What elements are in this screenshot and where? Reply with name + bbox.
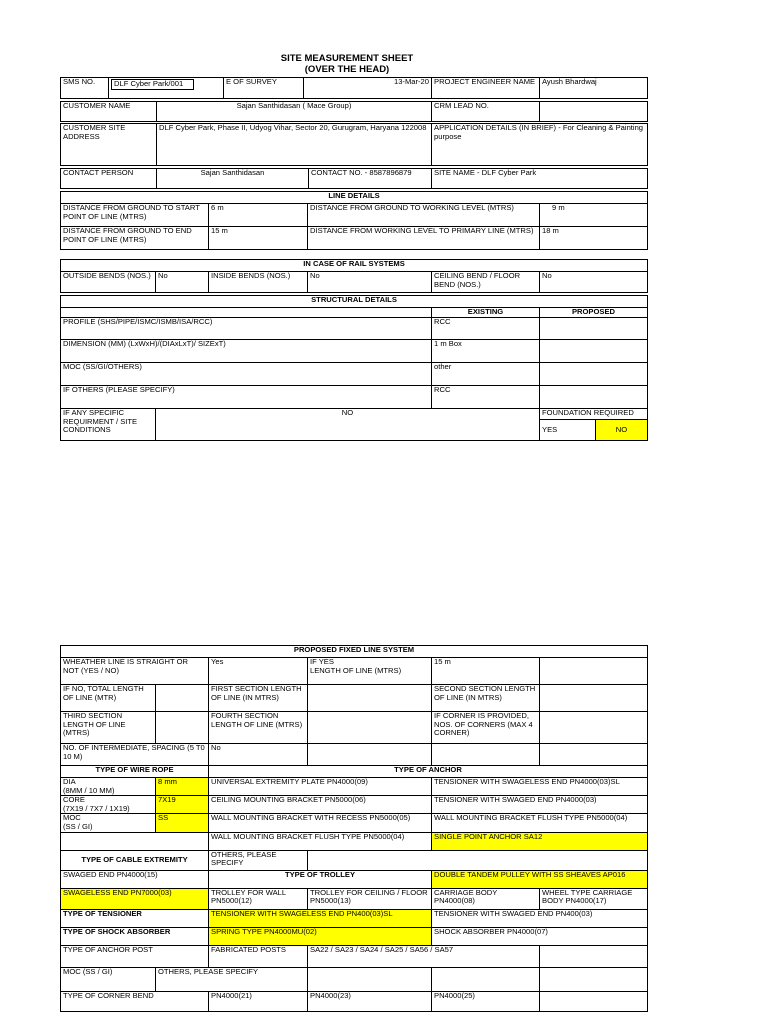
- blank-f: [308, 850, 648, 870]
- others-proposed: [540, 386, 648, 409]
- survey-date-value: 13-Mar-20: [304, 78, 432, 99]
- second-section-label: SECOND SECTION LENGTH OF LINE (IN MTRS): [432, 685, 540, 712]
- anchor-heading: TYPE OF ANCHOR: [209, 766, 648, 778]
- corner-count-value: [540, 712, 648, 744]
- first-section-value: [308, 685, 432, 712]
- trolley-wall: TROLLEY FOR WALL PN5000(12): [209, 888, 308, 909]
- sms-no-label: SMS NO.: [61, 78, 109, 99]
- blank-b: [308, 744, 432, 766]
- single-point-anchor: SINGLE POINT ANCHOR SA12: [432, 832, 648, 850]
- wall-recess-bracket: WALL MOUNTING BRACKET WITH RECESS PN5000(05): [209, 814, 432, 832]
- title-line-1: SITE MEASUREMENT SHEET: [280, 53, 414, 64]
- customer-table: [60, 101, 648, 122]
- structural-heading: STRUCTURAL DETAILS: [61, 296, 648, 308]
- site-name: SITE NAME - DLF Cyber Park: [432, 169, 648, 189]
- outside-bends-label: OUTSIDE BENDS (NOS.): [61, 272, 156, 293]
- rail-table: [60, 259, 648, 293]
- moc-wire-label: MOC (SS / GI): [61, 814, 156, 832]
- contact-table: [60, 168, 648, 189]
- moc-wire-value: SS: [156, 814, 209, 832]
- existing-heading: EXISTING: [432, 308, 540, 318]
- dia-value: 8 mm: [156, 778, 209, 796]
- if-yes-length-label: IF YES LENGTH OF LINE (MTRS): [308, 658, 432, 685]
- customer-name-label: CUSTOMER NAME: [61, 102, 157, 122]
- working-level-value: 9 m: [540, 204, 648, 227]
- line-details-table: [60, 191, 648, 250]
- tensioner-swaged-option: TENSIONER WITH SWAGED END PN400(03): [432, 909, 648, 927]
- pn25: PN4000(25): [432, 991, 540, 1011]
- blank-c: [432, 744, 540, 766]
- moc2-value: OTHERS, PLEASE SPECIFY: [156, 967, 308, 991]
- others-specify: OTHERS, PLEASE SPECIFY: [209, 850, 308, 870]
- crm-lead-label: CRM LEAD NO.: [432, 102, 540, 122]
- foundation-no: NO: [596, 420, 648, 441]
- if-yes-length-value: 15 m: [432, 658, 540, 685]
- shock-absorber-option: SHOCK ABSORBER PN4000(07): [432, 927, 648, 945]
- fourth-section-label: FOURTH SECTION LENGTH OF LINE (MTRS): [209, 712, 308, 744]
- wheel-carriage-body: WHEEL TYPE CARRIAGE BODY PN4000(17): [540, 888, 648, 909]
- survey-date-label: E OF SURVEY: [224, 78, 304, 99]
- sms-no-cell: [109, 78, 224, 99]
- if-no-total-value: [156, 685, 209, 712]
- ceiling-bend-value: No: [540, 272, 648, 293]
- site-address-label: CUSTOMER SITE ADDRESS: [61, 124, 157, 166]
- anchor-post-label: TYPE OF ANCHOR POST: [61, 945, 209, 967]
- address-table: [60, 123, 648, 166]
- tensioner-heading: TYPE OF TENSIONER: [61, 909, 209, 927]
- project-engineer-label: PROJECT ENGINEER NAME: [432, 78, 540, 99]
- third-section-label: THIRD SECTION LENGTH OF LINE (MTRS): [61, 712, 156, 744]
- anchor-post-value: FABRICATED POSTS: [209, 945, 308, 967]
- blank-e: [61, 832, 209, 850]
- contact-person-value: Sajan Santhidasan: [157, 169, 309, 189]
- project-engineer-value: Ayush Bhardwaj: [540, 78, 648, 99]
- first-section-label: FIRST SECTION LENGTH OF LINE (IN MTRS): [209, 685, 308, 712]
- contact-person-label: CONTACT PERSON: [61, 169, 157, 189]
- swaged-end: SWAGED END PN4000(15): [61, 870, 209, 888]
- wire-rope-heading: TYPE OF WIRE ROPE: [61, 766, 209, 778]
- blank-h: [308, 967, 432, 991]
- dia-label: DIA (8MM / 10 MM): [61, 778, 156, 796]
- trolley-ceiling: TROLLEY FOR CEILING / FLOOR PN5000(13): [308, 888, 432, 909]
- pn23: PN4000(23): [308, 991, 432, 1011]
- customer-name-value: Sajan Santhidasan ( Mace Group): [157, 102, 432, 122]
- site-address-value: DLF Cyber Park, Phase II, Udyog Vihar, Sector 20, Gurugram, Haryana 122008: [157, 124, 432, 166]
- contact-number: CONTACT NO. - 8587896879: [309, 169, 432, 189]
- blank-g: [540, 945, 648, 967]
- fourth-section-value: [308, 712, 432, 744]
- trolley-heading: TYPE OF TROLLEY: [209, 870, 432, 888]
- blank-a: [540, 658, 648, 685]
- structural-blank: [61, 308, 432, 318]
- end-distance-label: DISTANCE FROM GROUND TO END POINT OF LINE (MTRS): [61, 227, 209, 250]
- primary-line-value: 18 m: [540, 227, 648, 250]
- spring-type: SPRING TYPE PN4000MU(02): [209, 927, 432, 945]
- tensioner-sl-option: TENSIONER WITH SWAGELESS END PN400(03)SL: [209, 909, 432, 927]
- structural-table: [60, 295, 648, 441]
- swageless-end: SWAGELESS END PN7000(03): [61, 888, 209, 909]
- crm-lead-value: [540, 102, 648, 122]
- blank-k: [540, 991, 648, 1011]
- cable-extremity-heading: TYPE OF CABLE EXTREMITY: [61, 850, 209, 870]
- fixed-line-heading: PROPOSED FIXED LINE SYSTEM: [61, 646, 648, 658]
- ceiling-bend-label: CEILING BEND / FLOOR BEND (NOS.): [432, 272, 540, 293]
- ceiling-bracket: CEILING MOUNTING BRACKET PN5000(06): [209, 796, 432, 814]
- core-label: CORE (7X19 / 7X7 / 1X19): [61, 796, 156, 814]
- moc-proposed: [540, 363, 648, 386]
- primary-line-label: DISTANCE FROM WORKING LEVEL TO PRIMARY LINE (MTRS): [308, 227, 540, 250]
- inside-bends-value: No: [308, 272, 432, 293]
- working-level-label: DISTANCE FROM GROUND TO WORKING LEVEL (MTRS): [308, 204, 540, 227]
- intermediate-value: No: [209, 744, 308, 766]
- outside-bends-value: No: [156, 272, 209, 293]
- core-value: 7X19: [156, 796, 209, 814]
- moc-label: MOC (SS/GI/OTHERS): [61, 363, 432, 386]
- blank-j: [540, 967, 648, 991]
- header-table: [60, 77, 648, 99]
- if-no-total-label: IF NO, TOTAL LENGTH OF LINE (MTR): [61, 685, 156, 712]
- start-distance-label: DISTANCE FROM GROUND TO START POINT OF LINE (MTRS): [61, 204, 209, 227]
- universal-plate: UNIVERSAL EXTREMITY PLATE PN4000(09): [209, 778, 432, 796]
- inside-bends-label: INSIDE BENDS (NOS.): [209, 272, 308, 293]
- end-distance-value: 15 m: [209, 227, 308, 250]
- start-distance-value: 6 m: [209, 204, 308, 227]
- double-tandem-pulley: DOUBLE TANDEM PULLEY WITH SS SHEAVES AP016: [432, 870, 648, 888]
- corner-count-label: IF CORNER IS PROVIDED, NOS. OF CORNERS (MAX 4 CORNER): [432, 712, 540, 744]
- profile-existing: RCC: [432, 318, 540, 340]
- dimension-label: DIMENSION (MM) (LxWxH)/(DIAxLxT)/ SIZExT): [61, 340, 432, 363]
- foundation-label: FOUNDATION REQUIRED: [540, 409, 648, 420]
- sa-list: SA22 / SA23 / SA24 / SA25 / SA56 / SA57: [308, 945, 540, 967]
- fixed-line-table: [60, 645, 648, 1012]
- blank-d: [540, 744, 648, 766]
- moc2-label: MOC (SS / GI): [61, 967, 156, 991]
- line-details-heading: LINE DETAILS: [61, 192, 648, 204]
- proposed-heading: PROPOSED: [540, 308, 648, 318]
- wall-flush-bracket: WALL MOUNTING BRACKET FLUSH TYPE PN5000(04): [432, 814, 648, 832]
- tensioner-swageless: TENSIONER WITH SWAGELESS END PN4000(03)SL: [432, 778, 648, 796]
- application-details: APPLICATION DETAILS (IN BRIEF) - For Cleaning & Painting purpose: [432, 124, 648, 166]
- specific-requirement-label: IF ANY SPECIFIC REQUIRMENT / SITE CONDITIONS: [61, 409, 156, 441]
- intermediate-label: NO. OF INTERMEDIATE, SPACING (5 T0 10 M): [61, 744, 209, 766]
- dimension-proposed: [540, 340, 648, 363]
- sms-no-value: DLF Cyber Park/001: [111, 79, 194, 90]
- dimension-existing: 1 m Box: [432, 340, 540, 363]
- carriage-body: CARRIAGE BODY PN4000(08): [432, 888, 540, 909]
- second-section-value: [540, 685, 648, 712]
- straight-line-label: WHEATHER LINE IS STRAIGHT OR NOT (YES / NO): [61, 658, 209, 685]
- specific-requirement-value: NO: [156, 409, 540, 441]
- tensioner-swaged: TENSIONER WITH SWAGED END PN4000(03): [432, 796, 648, 814]
- profile-label: PROFILE (SHS/PIPE/ISMC/ISMB/ISA/RCC): [61, 318, 432, 340]
- corner-bend-label: TYPE OF CORNER BEND: [61, 991, 209, 1011]
- wall-flush-bracket-2: WALL MOUNTING BRACKET FLUSH TYPE PN5000(04): [209, 832, 432, 850]
- straight-line-value: Yes: [209, 658, 308, 685]
- profile-proposed: [540, 318, 648, 340]
- others-existing: RCC: [432, 386, 540, 409]
- others-label: IF OTHERS (PLEASE SPECIFY): [61, 386, 432, 409]
- title-line-2: (OVER THE HEAD): [304, 64, 390, 75]
- pn21: PN4000(21): [209, 991, 308, 1011]
- sheet-title: [0, 53, 694, 75]
- rail-heading: IN CASE OF RAIL SYSTEMS: [61, 260, 648, 272]
- moc-existing: other: [432, 363, 540, 386]
- blank-i: [432, 967, 540, 991]
- shock-absorber-heading: TYPE OF SHOCK ABSORBER: [61, 927, 209, 945]
- foundation-yes: YES: [540, 420, 596, 441]
- third-section-value: [156, 712, 209, 744]
